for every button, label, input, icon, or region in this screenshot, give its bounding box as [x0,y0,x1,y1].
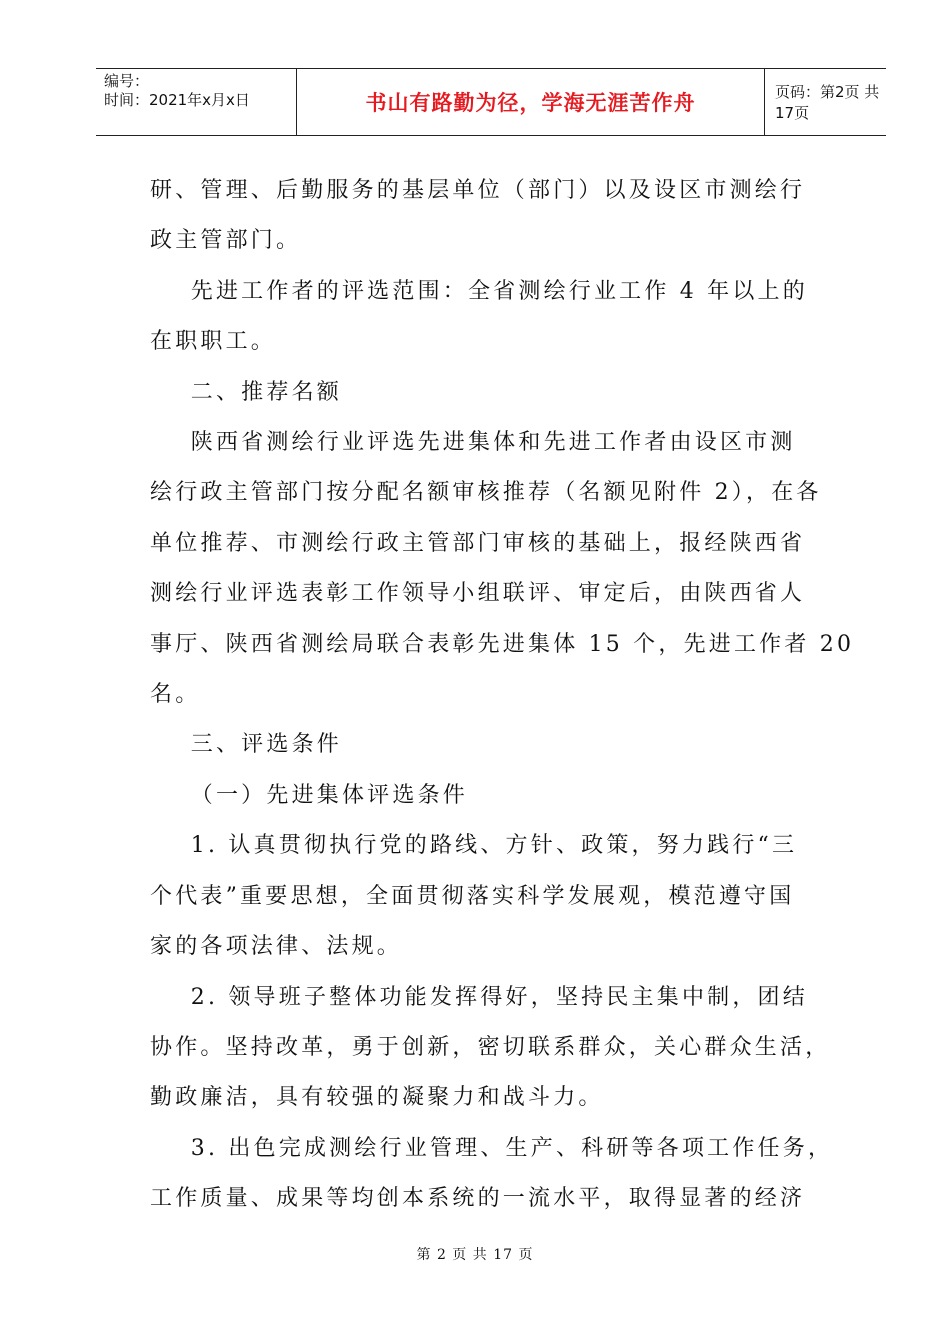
body-line: 单位推荐、市测绘行政主管部门审核的基础上，报经陕西省 [150,530,806,556]
section-heading: 三、评选条件 [150,732,342,758]
body-line: 个代表”重要思想，全面贯彻落实科学发展观，模范遵守国 [150,883,795,909]
body-line: 陕西省测绘行业评选先进集体和先进工作者由设区市测 [150,430,796,456]
document-body [150,166,855,1225]
header-page-info: 页码：第2页 共17页 [775,83,880,122]
section-heading: 二、推荐名额 [150,379,342,405]
body-line: 事厅、陕西省测绘局联合表彰先进集体 15 个，先进工作者 20 [150,631,855,657]
body-line: 勤政廉洁，具有较强的凝聚力和战斗力。 [150,1085,604,1111]
body-line: 政主管部门。 [150,228,302,254]
body-line: 先进工作者的评选范围：全省测绘行业工作 4 年以上的 [150,278,808,304]
body-line: 绘行政主管部门按分配名额审核推荐（名额见附件 2），在各 [150,480,822,506]
header-meta [96,69,297,135]
body-line: 3. 出色完成测绘行业管理、生产、科研等各项工作任务， [150,1135,834,1161]
body-line: 在职职工。 [150,329,277,355]
body-line: 工作质量、成果等均创本系统的一流水平，取得显著的经济 [150,1186,806,1212]
body-line: 研、管理、后勤服务的基层单位（部门）以及设区市测绘行 [150,178,806,203]
body-line: 名。 [150,682,201,708]
code-label: 编号： [104,72,150,90]
body-line: 家的各项法律、法规。 [150,934,403,960]
page-header [96,68,886,136]
time-label: 时间：2021年x月x日 [104,91,250,109]
body-line: 1. 认真贯彻执行党的路线、方针、政策，努力践行“三 [150,833,798,859]
page-footer: 第 2 页 共 17 页 [416,1247,534,1263]
subsection-heading: （一）先进集体评选条件 [150,782,468,808]
body-line: 协作。坚持改革，勇于创新，密切联系群众，关心群众生活， [150,1034,831,1060]
body-line: 2. 领导班子整体功能发挥得好，坚持民主集中制，团结 [150,984,808,1010]
header-motto: 书山有路勤为径，学海无涯苦作舟 [297,69,765,135]
body-line: 测绘行业评选表彰工作领导小组联评、审定后，由陕西省人 [150,581,806,607]
